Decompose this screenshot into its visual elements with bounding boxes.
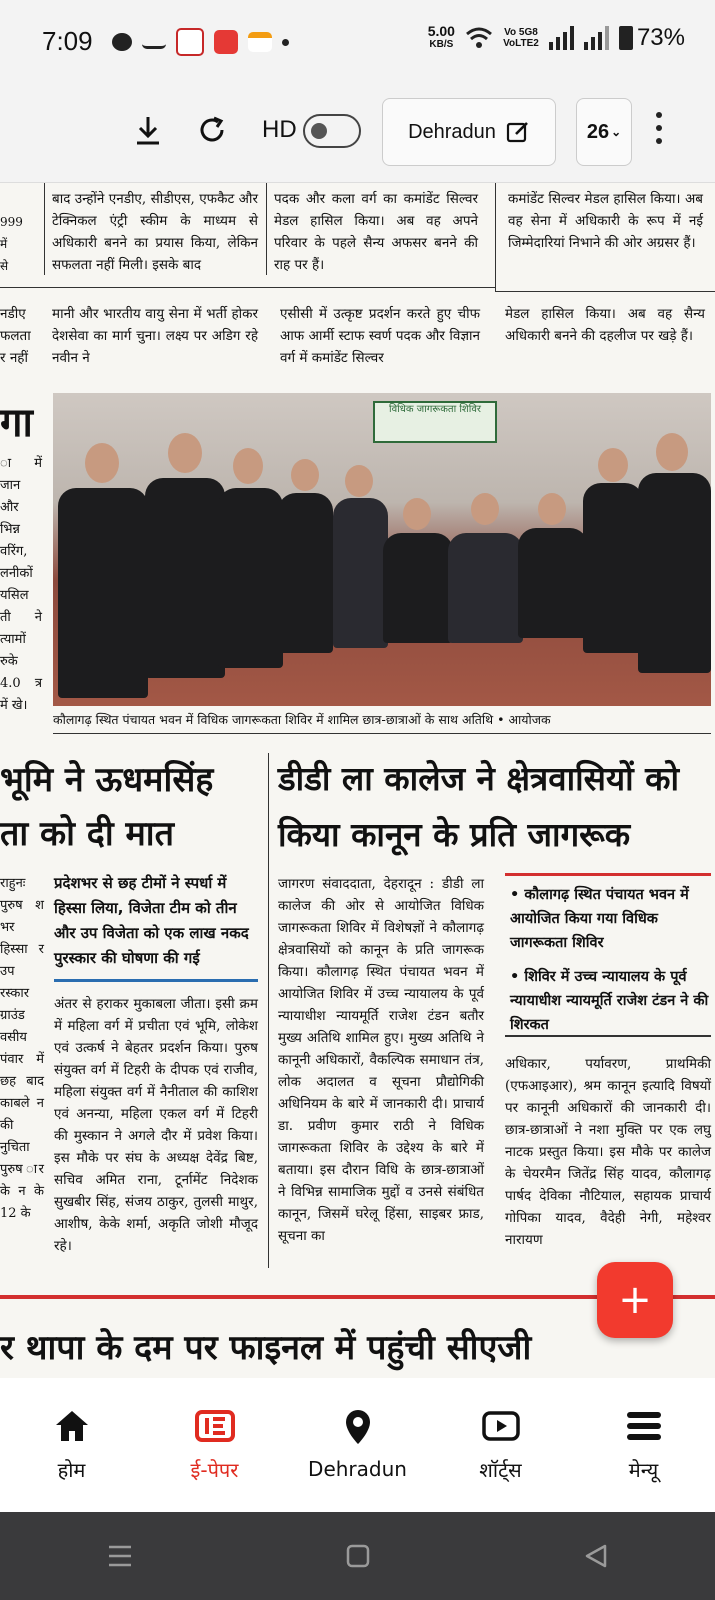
epaper-icon	[195, 1410, 235, 1442]
refresh-icon[interactable]	[196, 114, 228, 146]
top-article-col-2: पदक और कला वर्ग का कमांडेंट सिल्वर मेडल हासिल किया। अब वह अपने परिवार के पहले सैन्य अफसर बनने की राह पर हैं।	[274, 191, 478, 273]
battery-icon	[619, 26, 633, 50]
page-selector[interactable]	[576, 98, 632, 166]
mid-article-col-2: एसीसी में उत्कृष्ट प्रदर्शन करते हुए चीफ आफ आर्मी स्टाफ स्वर्ण पदक और विज्ञान वर्ग में कमांडेंट सिल्वर	[280, 306, 480, 366]
nav-home-label: होम	[57, 1457, 86, 1482]
chevron-down-icon: ⌄	[611, 125, 622, 139]
news-app-icon	[248, 32, 272, 52]
wifi-icon	[465, 26, 493, 50]
page-number: 26	[586, 120, 610, 143]
hd-toggle[interactable]	[303, 114, 361, 148]
nav-epaper-label: ई-पेपर	[190, 1457, 239, 1482]
bottom-article-headline: र थापा के दम पर फाइनल में पहुंची सीएजी	[0, 1328, 532, 1368]
main-article-body-right: अधिकार, पर्यावरण, प्राथमिकी (एफआइआर), श्रम कानून इत्यादि विषयों पर कानूनी अधिकारों की जानकारी दी। छात्र-छात्राओं ने नशा मुक्ति पर एक लघु नाटक प्रस्तुत किया। इस मौके पर कालेज के चेयरमैन जितेंद्र सिंह यादव, कौलागढ़ पार्षद देविका नौटियाल, सहायक प्राचार्य गोपिका यादव, वैदेही नेगी, महेश्वर नारायण	[505, 1056, 711, 1248]
add-button[interactable]: +	[597, 1262, 673, 1338]
home-icon	[53, 1408, 91, 1444]
nav-menu-label: मेन्यू	[628, 1457, 659, 1482]
location-pin-icon	[344, 1408, 372, 1446]
nav-city[interactable]	[286, 1378, 429, 1512]
photo-banner: विधिक जागरूकता शिविर	[373, 401, 497, 443]
mid-article-col-3: मेडल हासिल किया। अब वह सैन्य अधिकारी बनने की दहलीज पर खड़े हैं।	[505, 306, 705, 344]
net-speed: 5.00 KB/S	[427, 23, 455, 50]
left-article-headline: भूमि ने ऊधमसिंह ता को दी मात	[0, 760, 214, 854]
more-options-icon[interactable]	[654, 112, 664, 144]
nav-shorts-label: शॉर्ट्स	[479, 1457, 522, 1482]
nav-home[interactable]	[0, 1378, 143, 1512]
highlight-bullet-1: • कौलागढ़ स्थित पंचायत भवन में आयोजित किया गया विधिक जागरूकता शिविर	[510, 887, 689, 951]
city-name: Dehradun	[408, 120, 496, 143]
bullet-dot-icon: •	[510, 969, 520, 985]
bottom-navigation	[0, 1378, 715, 1512]
shorts-play-icon	[482, 1411, 520, 1441]
nav-city-label: Dehradun	[308, 1457, 407, 1481]
top-article-col-3: कमांडेंट सिल्वर मेडल हासिल किया। अब वह सेना में अधिकारी के रूप में नई जिम्मेदारियां निभाने की ओर अग्रसर हैं।	[508, 191, 703, 251]
status-bar	[0, 0, 715, 86]
recent-apps-icon[interactable]	[106, 1543, 134, 1569]
system-navigation-bar	[0, 1512, 715, 1600]
status-time: 7:09	[42, 26, 93, 56]
menu-icon	[625, 1410, 663, 1442]
left-article-subheading: प्रदेशभर से छह टीमों ने स्पर्धा में हिस्सा लिया, विजेता टीम को तीन और उप विजेता को एक लाख नकद पुरस्कार की घोषणा की गई	[54, 874, 249, 967]
app-icon	[214, 30, 238, 54]
notification-icons	[112, 28, 289, 56]
nav-shorts[interactable]	[429, 1378, 572, 1512]
left-edge-text: नडीए फलता र नहीं	[0, 306, 31, 366]
left-edge-column-2: राहुनः पुरुष श भर हिस्सा र उप रस्कार ग्राउंड वसीय पंवार में छह बाद काबले न की नुचिता पुरुष ार के न के 12 के	[0, 876, 44, 1221]
nav-epaper[interactable]	[143, 1378, 286, 1512]
epaper-toolbar	[0, 86, 715, 183]
photo-caption: कौलागढ़ स्थित पंचायत भवन में विधिक जागरूकता शिविर में शामिल छात्र-छात्राओं के साथ अतिथि • आयोजक	[53, 712, 551, 727]
left-edge-headline: गा	[0, 400, 33, 446]
more-dot-icon	[282, 39, 289, 46]
chat-icon	[112, 33, 132, 51]
left-edge-column: ा में जान और भिन्न वरिंग, लनीकों यसिल ती ने त्यामों रुके 4.0 त्र में खे।	[0, 456, 42, 713]
download-icon[interactable]	[134, 114, 162, 146]
signal-2-icon	[584, 26, 609, 50]
city-selector[interactable]	[382, 98, 556, 166]
left-article-body: अंतर से हराकर मुकाबला जीता। इसी क्रम में महिला वर्ग में प्रचीता एवं भूमि, लोकेश एवं उत्कर्ष ने बेहतर प्रदर्शन किया। पुरुष संयुक्त वर्ग में टिहरी के दीपक एवं राजीव, महिला संयुक्त वर्ग में नैनीताल की काशिश एवं अनन्या, महिला एकल वर्ग में टिहरी की मुस्कान ने अगले दौर में प्रवेश किया। इस मौके पर संघ के अध्यक्ष देवेंद्र बिष्ट, सचिव अमित राना, टूर्नामेंट निदेशक सुखबीर सिंह, संजय ठाकुर, तुलसी माथुर, आशीष, केके शर्मा, अकृति जोशी मौजूद रहे।	[54, 996, 258, 1254]
main-article-body: जागरण संवाददाता, देहरादून : डीडी ला कालेज की ओर से आयोजित विधिक जागरूकता शिविर में विशेषज्ञों ने कौलागढ़ क्षेत्रवासियों को कानून के प्रति जागरूक किया। कौलागढ़ स्थित पंचायत भवन में आयोजित शिविर में उच्च न्यायालय के पूर्व न्यायाधीश न्यायमूर्ति राजेश टंडन बतौर मुख्य अतिथि शामिल हुए। मुख्य अतिथि ने कानूनी अधिकारों, वैकल्पिक समाधान तंत्र, लोक अदालत व सूचना प्रौद्योगिकी अधिनियम के बारे में जानकारी दी। प्राचार्य डा. प्रवीण कुमार राठी ने विधिक जागरूकता शिविर के उद्देश्य के बारे में बताया। इस दौरान विधि के छात्र-छात्राओं ने विभिन्न सामाजिक मुद्दों व उनसे संबंधित कानून, जिसमें घरेलू हिंसा, साइबर फ्राड, सूचना का	[278, 876, 484, 1244]
edit-icon	[506, 120, 530, 144]
left-edge-year: 999 में से	[0, 215, 23, 273]
bullet-dot-icon: •	[510, 887, 520, 903]
hd-label: HD	[262, 116, 297, 143]
battery-indicator: 73%	[619, 24, 685, 52]
top-article-col-1: बाद उन्होंने एनडीए, सीडीएस, एफकैट और टेक्निकल एंट्री स्कीम के माध्यम से अधिकारी बनने का प्रयास किया, लेकिन सफलता नहीं मिली। इसके बाद	[52, 191, 258, 273]
missed-call-icon	[142, 36, 166, 49]
mid-article-col-1: मानी और भारतीय वायु सेना में भर्ती होकर देशसेवा का मार्ग चुना। लक्ष्य पर अडिग रहे नवीन ने	[52, 306, 258, 366]
highlight-bullet-2: • शिविर में उच्च न्यायालय के पूर्व न्यायाधीश न्यायमूर्ति राजेश टंडन ने की शिरकत	[510, 969, 709, 1033]
back-icon[interactable]	[583, 1543, 609, 1569]
signal-icon	[549, 26, 574, 50]
main-article-headline: डीडी ला कालेज ने क्षेत्रवासियों को किया कानून के प्रति जागरूक	[278, 759, 680, 854]
home-system-icon[interactable]	[345, 1543, 371, 1569]
article-photo	[53, 393, 711, 706]
amar-ujala-icon	[176, 28, 204, 56]
volte-indicator: Vo 5G8 VoLTE2	[503, 27, 539, 49]
nav-menu[interactable]	[572, 1378, 715, 1512]
epaper-page[interactable]	[0, 183, 715, 1378]
